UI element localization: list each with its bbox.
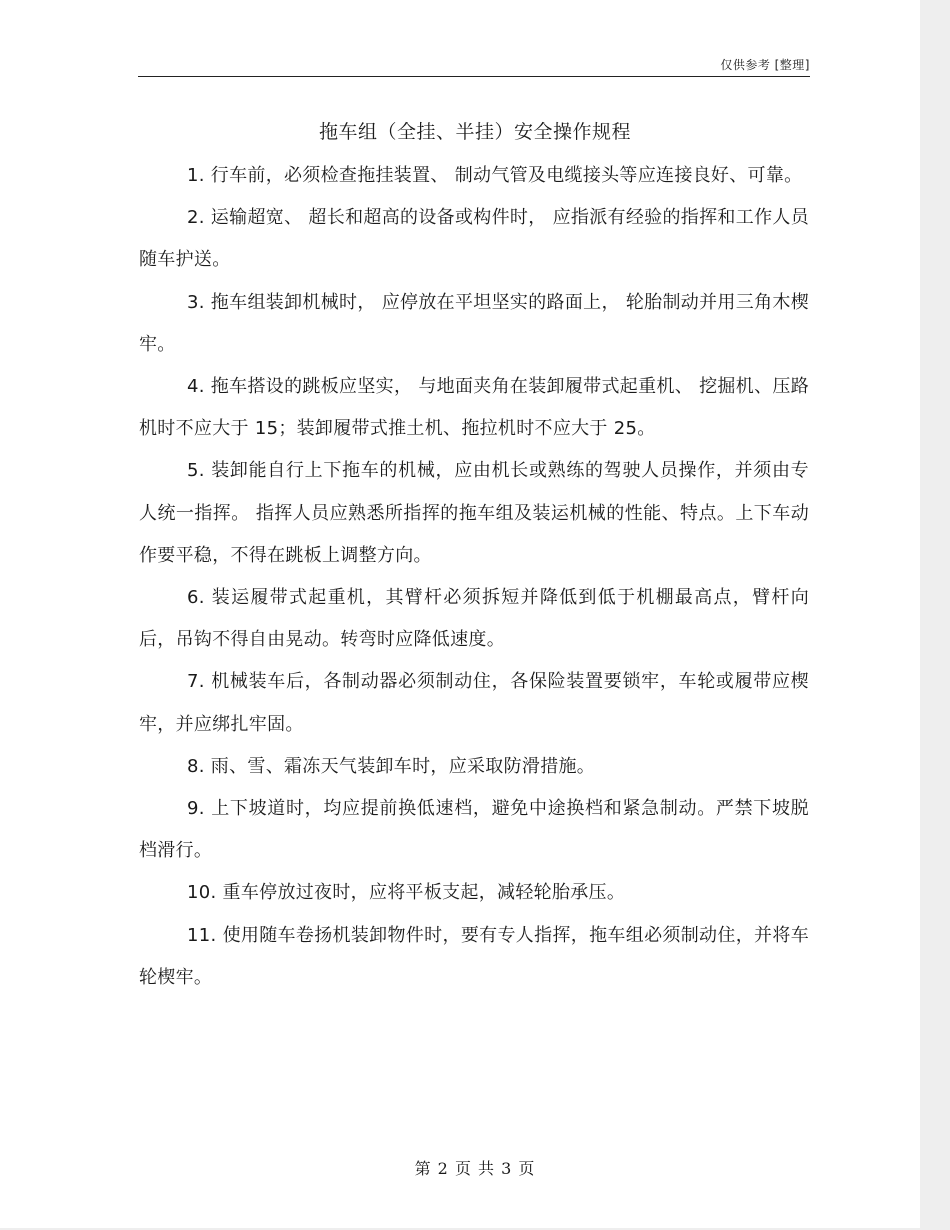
header-rule [138, 76, 810, 77]
paragraph-5: 5. 装卸能自行上下拖车的机械，应由机长或熟练的驾驶人员操作，并须由专人统一指挥。 指挥人员应熟悉所指挥的拖车组及装运机械的性能、特点。上下车动作要平稳，不得在跳板上调整方向。 [139, 460, 809, 566]
paragraph-3: 3. 拖车组装卸机械时， 应停放在平坦坚实的路面上， 轮胎制动并用三角木楔牢。 [139, 291, 809, 355]
paragraph-7: 7. 机械装车后，各制动器必须制动住，各保险装置要锁牢，车轮或履带应楔牢，并应绑扎牢固。 [139, 671, 809, 735]
paragraph-6: 6. 装运履带式起重机，其臂杆必须拆短并降低到低于机棚最高点，臂杆向后，吊钩不得自由晃动。转弯时应降低速度。 [139, 587, 809, 651]
paragraph-10: 10. 重车停放过夜时，应将平板支起，减轻轮胎承压。 [187, 882, 626, 904]
page-number-footer: 第 2 页 共 3 页 [414, 1159, 536, 1178]
paragraph-2: 2. 运输超宽、 超长和超高的设备或构件时， 应指派有经验的指挥和工作人员随车护送。 [139, 207, 809, 271]
document-title: 拖车组（全挂、半挂）安全操作规程 [318, 121, 631, 143]
paragraph-1: 1. 行车前，必须检查拖挂装置、 制动气管及电缆接头等应连接良好、可靠。 [187, 165, 803, 186]
paragraph-9: 9. 上下坡道时，均应提前换低速档，避免中途换档和紧急制动。严禁下坡脱档滑行。 [139, 798, 809, 862]
paragraph-8: 8. 雨、雪、霜冻天气装卸车时，应采取防滑措施。 [187, 755, 596, 777]
header-note: 仅供参考 [整理] [720, 58, 810, 72]
document-body [139, 155, 809, 999]
paragraph-11: 11. 使用随车卷扬机装卸物件时，要有专人指挥，拖车组必须制动住，并将车轮楔牢。 [139, 924, 809, 988]
paragraph-4: 4. 拖车搭设的跳板应坚实， 与地面夹角在装卸履带式起重机、 挖掘机、压路机时不应大于 15；装卸履带式推土机、拖拉机时不应大于 25。 [139, 376, 809, 440]
